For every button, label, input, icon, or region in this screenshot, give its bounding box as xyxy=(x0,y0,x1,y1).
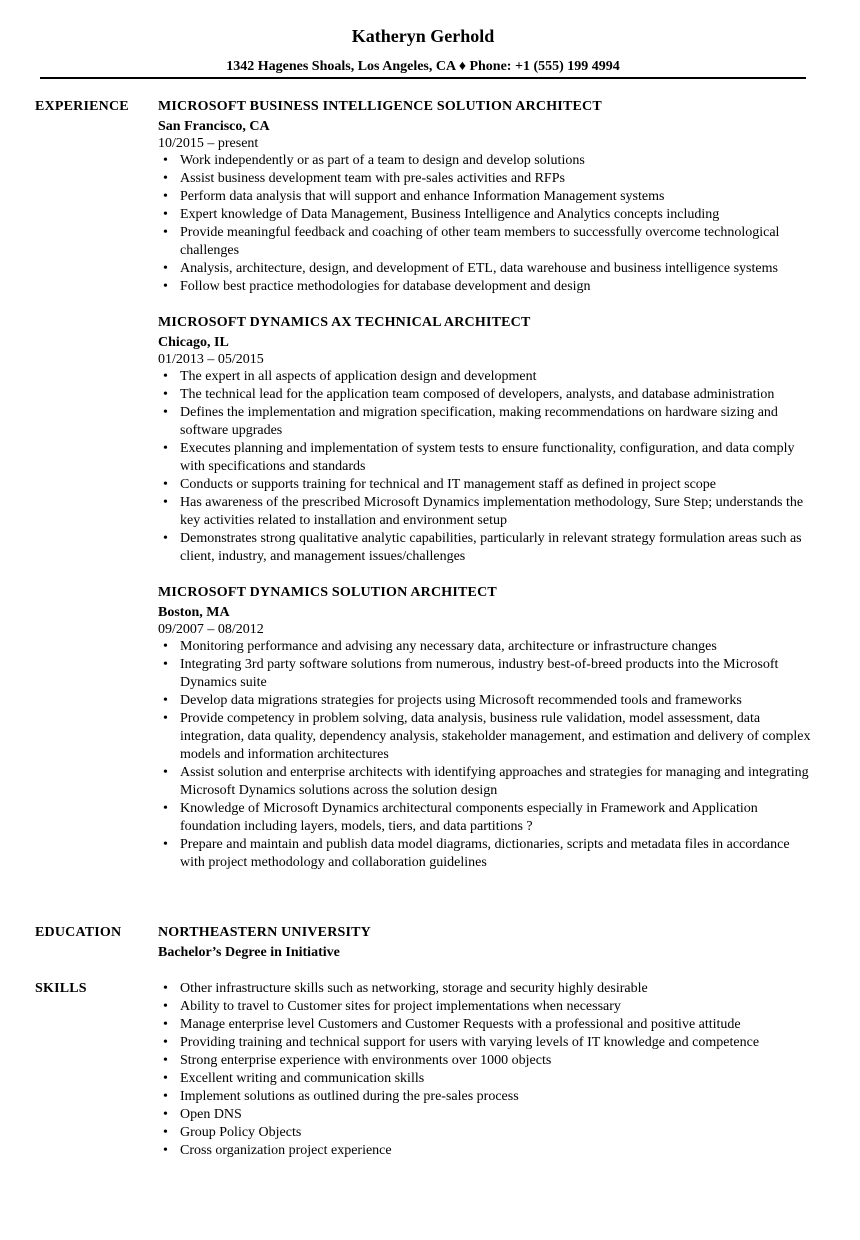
skill-item: • Ability to travel to Customer sites for project implementations when necessary xyxy=(180,998,814,1016)
section-label-education: EDUCATION xyxy=(35,925,122,940)
bullet-item: • Provide competency in problem solving, data analysis, business rule validation, model assessment, data integration, data quality, dependency analysis, stakeholder management, and estimation and delivery of complex models and information architectures xyxy=(180,710,814,764)
skills-body xyxy=(158,980,814,1160)
bullet-item: • Develop data migrations strategies for projects using Microsoft recommended tools and frameworks xyxy=(180,692,814,710)
job-bullets xyxy=(158,368,814,566)
skill-item: • Excellent writing and communication skills xyxy=(180,1070,814,1088)
job-title: MICROSOFT DYNAMICS SOLUTION ARCHITECT xyxy=(158,585,497,600)
skill-item: • Group Policy Objects xyxy=(180,1124,814,1142)
job-bullets xyxy=(158,638,814,872)
degree: Bachelor’s Degree in Initiative xyxy=(158,945,340,960)
job-entry xyxy=(158,98,814,296)
bullet-item: • The expert in all aspects of application design and development xyxy=(180,368,814,386)
job-title: MICROSOFT BUSINESS INTELLIGENCE SOLUTION ARCHITECT xyxy=(158,99,602,114)
education-body xyxy=(158,924,814,962)
job-bullets xyxy=(158,152,814,296)
resume-header xyxy=(40,24,806,76)
bullet-item: • The technical lead for the application team composed of developers, analysts, and database administration xyxy=(180,386,814,404)
candidate-name: Katheryn Gerhold xyxy=(351,26,495,46)
skill-item: • Manage enterprise level Customers and Customer Requests with a professional and positive attitude xyxy=(180,1016,814,1034)
job-location: Boston, MA xyxy=(158,605,230,620)
skill-item: • Open DNS xyxy=(180,1106,814,1124)
bullet-item: • Demonstrates strong qualitative analytic capabilities, particularly in relevant strategy formulation areas such as client, industry, and management issues/challenges xyxy=(180,530,814,566)
job-location: Chicago, IL xyxy=(158,335,229,350)
bullet-item: • Follow best practice methodologies for database development and design xyxy=(180,278,814,296)
bullet-item: • Prepare and maintain and publish data model diagrams, dictionaries, scripts and metadata files in accordance with project methodology and collaboration guidelines xyxy=(180,836,814,872)
skill-item: • Providing training and technical support for users with varying levels of IT knowledge and competence xyxy=(180,1034,814,1052)
job-location: San Francisco, CA xyxy=(158,119,270,134)
bullet-item: • Perform data analysis that will support and enhance Information Management systems xyxy=(180,188,814,206)
job-title: MICROSOFT DYNAMICS AX TECHNICAL ARCHITECT xyxy=(158,315,531,330)
bullet-item: • Work independently or as part of a team to design and develop solutions xyxy=(180,152,814,170)
bullet-item: • Analysis, architecture, design, and development of ETL, data warehouse and business intelligence systems xyxy=(180,260,814,278)
job-entry xyxy=(158,314,814,566)
experience-body xyxy=(158,98,814,890)
skills-list xyxy=(158,980,814,1160)
bullet-item: • Executes planning and implementation of system tests to ensure functionality, configuration, and data comply with specifications and standards xyxy=(180,440,814,476)
bullet-item: • Monitoring performance and advising any necessary data, architecture or infrastructure changes xyxy=(180,638,814,656)
bullet-item: • Integrating 3rd party software solutions from numerous, industry best-of-breed products into the Microsoft Dynamics suite xyxy=(180,656,814,692)
job-dates: 01/2013 – 05/2015 xyxy=(158,352,264,367)
bullet-item: • Has awareness of the prescribed Microsoft Dynamics implementation methodology, Sure Step; understands the key activities related to installation and environment setup xyxy=(180,494,814,530)
skill-item: • Strong enterprise experience with environments over 1000 objects xyxy=(180,1052,814,1070)
header-divider xyxy=(40,77,806,79)
job-dates: 10/2015 – present xyxy=(158,136,259,151)
bullet-item: • Provide meaningful feedback and coaching of other team members to successfully overcome technological challenges xyxy=(180,224,814,260)
section-label-skills: SKILLS xyxy=(35,981,87,996)
school-name: NORTHEASTERN UNIVERSITY xyxy=(158,925,371,940)
bullet-item: • Assist business development team with pre-sales activities and RFPs xyxy=(180,170,814,188)
skill-item: • Other infrastructure skills such as networking, storage and security highly desirable xyxy=(180,980,814,998)
skill-item: • Implement solutions as outlined during the pre-sales process xyxy=(180,1088,814,1106)
section-label-experience: EXPERIENCE xyxy=(35,99,129,114)
bullet-item: • Conducts or supports training for technical and IT management staff as defined in project scope xyxy=(180,476,814,494)
job-dates: 09/2007 – 08/2012 xyxy=(158,622,264,637)
bullet-item: • Knowledge of Microsoft Dynamics architectural components especially in Framework and Application foundation including layers, models, tiers, and data partitions ? xyxy=(180,800,814,836)
job-entry xyxy=(158,584,814,872)
bullet-item: • Defines the implementation and migration specification, making recommendations on hardware sizing and software upgrades xyxy=(180,404,814,440)
bullet-item: • Expert knowledge of Data Management, Business Intelligence and Analytics concepts including xyxy=(180,206,814,224)
contact-line: 1342 Hagenes Shoals, Los Angeles, CA ♦ Phone: +1 (555) 199 4994 xyxy=(226,59,620,74)
skill-item: • Cross organization project experience xyxy=(180,1142,814,1160)
bullet-item: • Assist solution and enterprise architects with identifying approaches and strategies for managing and integrating Microsoft Dynamics solutions across the solution design xyxy=(180,764,814,800)
